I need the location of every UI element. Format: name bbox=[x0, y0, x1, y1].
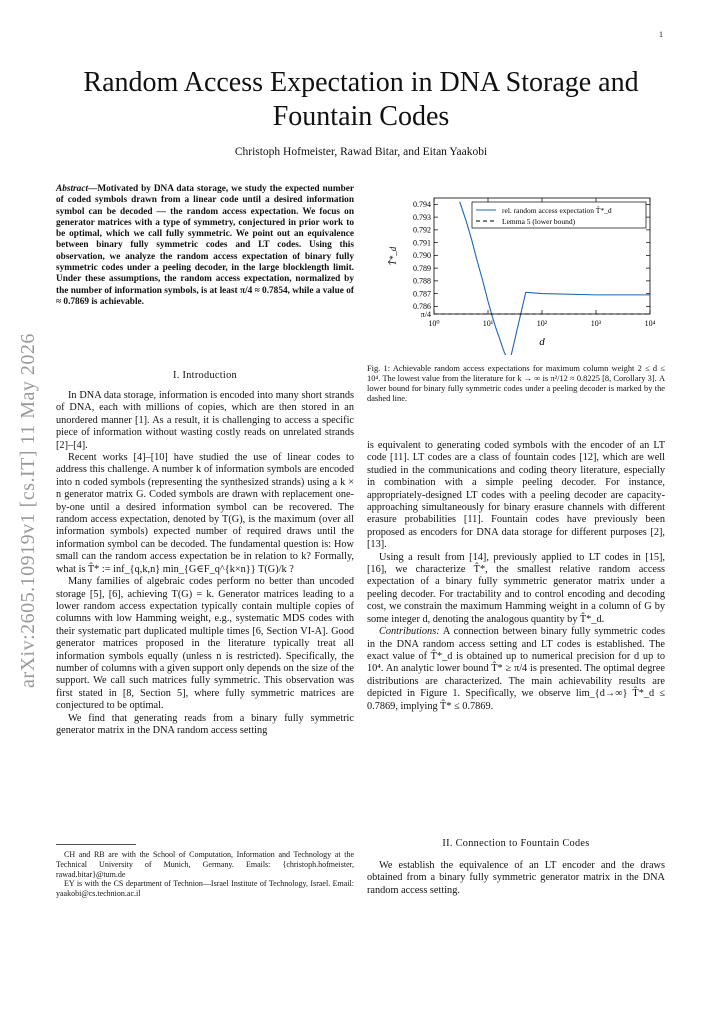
page-number: 1 bbox=[659, 30, 663, 39]
footnote-affiliations bbox=[56, 850, 354, 899]
x-tick-label: 10⁰ bbox=[428, 319, 440, 328]
legend-entry: Lemma 5 (lower bound) bbox=[502, 216, 576, 226]
section-heading-introduction: I. Introduction bbox=[173, 370, 237, 381]
figure-caption: Fig. 1: Achievable random access expectations for maximum column weight 2 ≤ d ≤ 10⁴. The lowest value from the literature for k → ∞ is π²/12 ≈ 0.8225 [8, Corollary 3]. A lower bound for binary fully symmetric codes under a peeling decoder is marked by the dashed line. bbox=[367, 364, 665, 403]
legend-entry: rel. random access expectation T̂*_d bbox=[502, 205, 612, 215]
author-list: Christoph Hofmeister, Rawad Bitar, and Eitan Yaakobi bbox=[234, 146, 488, 158]
line-chart bbox=[372, 190, 668, 355]
y-axis-label: T̂*_d bbox=[388, 246, 398, 266]
figure-1-chart bbox=[372, 190, 668, 355]
paragraph: We establish the equivalence of an LT encoder and the draws obtained from a binary fully symmetric generator matrix in the DNA random access setting. bbox=[367, 860, 665, 896]
abstract-text: —Motivated by DNA data storage, we study the expected number of coded symbols drawn from a linear code until a desired information symbol can be decoded — the random access expectation. We focus on generator matrices with a type of symmetry, conjectured in prior work to be optimal, which we call fully symmetric. We point out an equivalence between binary fully symmetric codes and LT codes. Using this observation, we analyze the random access expectation of binary fully symmetric codes under a peeling decoder, in the large blocklength limit. Under these assumptions, the random access expectation, normalized by the number of information symbols, is at least π/4 ≈ 0.7854, while a value of ≈ 0.7869 is achievable. bbox=[56, 184, 354, 307]
footnote-rule bbox=[56, 844, 136, 845]
arxiv-id: arXiv:2605.10919v1 [cs.IT] 11 May 2026 bbox=[16, 332, 39, 688]
footnote-text: EY is with the CS department of Technion—Israel Institute of Technology, Israel. Email: yaakobi@cs.technion.ac.il bbox=[56, 879, 354, 899]
paragraph: Using a result from [14], previously applied to LT codes in [15], [16], we characterize T̂*, the smallest relative random access expectation of a binary fully symmetric generator matrix under a peeling decoder. For tractability and to control encoding and decoding cost, we constrain the maximum Hamming weight in a column of G by some integer d, denoting the analogous quantity by T̂*_d. bbox=[367, 551, 665, 625]
contributions-label: Contributions: bbox=[379, 626, 440, 638]
y-tick-label: 0.789 bbox=[413, 263, 431, 273]
paragraph: is equivalent to generating coded symbols with the encoder of an LT code [11]. LT codes are a class of fountain codes [12], which are well studied in the communications and coding theory literature, especially in combination with a simple peeling decoder. For instance, appropriately-designed LT codes with a peeling decoder are capacity-approaching simultaneously for binary erasure channels with different erasure probabilities [11]. Fountain codes have previously been proposed as encoders for DNA data storage for different purposes [2], [13]. bbox=[367, 440, 665, 551]
y-tick-label: 0.794 bbox=[413, 200, 431, 210]
paragraph: In DNA data storage, information is encoded into many short strands of DNA, each with millions of copies, which are then stored in an unordered manner [1]. As a result, it is challenging to access a specific piece of information without wasting costly reads on unrelated strands [2]–[4]. bbox=[56, 390, 354, 451]
y-tick-label: 0.792 bbox=[413, 225, 431, 235]
y-tick-label: 0.788 bbox=[413, 276, 431, 286]
abstract-label: Abstract bbox=[56, 184, 89, 194]
arxiv-sidebar-stamp bbox=[8, 320, 48, 700]
y-tick-label: 0.786 bbox=[413, 302, 431, 312]
contributions-text: A connection between binary fully symmetric codes in the DNA random access setting and LT codes is established. The exact value of T̂*_d is obtained up to numerical precision for d up to 10⁴. An analytic lower bound T̂* ≥ π/4 is presented. The optimal degree distributions are characterized. The main achievability results are depicted in Figure 1. Specifically, we observe lim_{d→∞} T̂*_d ≤ 0.7869, implying T̂* ≤ 0.7869. bbox=[367, 626, 665, 712]
y-tick-label: 0.787 bbox=[413, 289, 431, 299]
section-heading-connection: II. Connection to Fountain Codes bbox=[442, 838, 590, 849]
paragraph-contributions bbox=[367, 626, 665, 713]
x-axis-label: d bbox=[539, 336, 545, 348]
paragraph: Recent works [4]–[10] have studied the use of linear codes to address this challenge. A number k of information symbols are encoded into n coded symbols (representing the synthesized strands) using a k × n generator matrix G. Coded symbols are drawn with replacement one-by-one until a desired information symbol can be recovered. The random access expectation, denoted by T(G), is the maximum (over all information symbols) expected number of required draws until the information symbol can be decoded. The fundamental question is: How small can the random access expectation be in relation to k? Formally, what is T̂* := inf_{q,k,n} min_{G∈F_q^{k×n}} T(G)/k ? bbox=[56, 452, 354, 575]
footnote-text: CH and RB are with the School of Computation, Information and Technology at the Technical University of Munich, Germany. Emails: {christoph.hofmeister, rawad.bitar}@tum.de bbox=[56, 850, 354, 879]
paragraph: Many families of algebraic codes perform no better than uncoded storage [5], [6], achieving T(G) = k. Generator matrices leading to a lower random access expectation typically contain multiple copies of columns with low Hamming weight, e.g., systematic MDS codes with their systematic part duplicated multiple times [6, Section VI-A]. Good generator matrices proposed in the literature typically treat all information symbols equally (unless n is restricted). Specifically, the number of columns with a given support only depends on the size of the support. We call such matrices fully symmetric. This observation was first stated in [8, Section 5], where fully symmetric matrices are conjectured to be optimal. bbox=[56, 576, 354, 712]
x-tick-label: 10² bbox=[536, 319, 548, 328]
x-tick-label: 10³ bbox=[590, 319, 602, 328]
y-tick-label: 0.793 bbox=[413, 212, 431, 222]
paragraph: We find that generating reads from a binary fully symmetric generator matrix in the DNA random access setting bbox=[56, 712, 354, 736]
right-column-body bbox=[367, 440, 665, 713]
y-tick-label: 0.790 bbox=[413, 251, 431, 261]
abstract bbox=[56, 184, 354, 308]
x-tick-label: 10¹ bbox=[482, 319, 494, 328]
y-tick-label: 0.791 bbox=[413, 238, 431, 248]
introduction-body bbox=[56, 390, 354, 737]
x-tick-label: 10⁴ bbox=[644, 319, 656, 328]
section2-body bbox=[367, 860, 665, 897]
paper-title: Random Access Expectation in DNA Storage and Fountain Codes bbox=[83, 67, 639, 132]
y-tick-label: π/4 bbox=[420, 309, 431, 319]
